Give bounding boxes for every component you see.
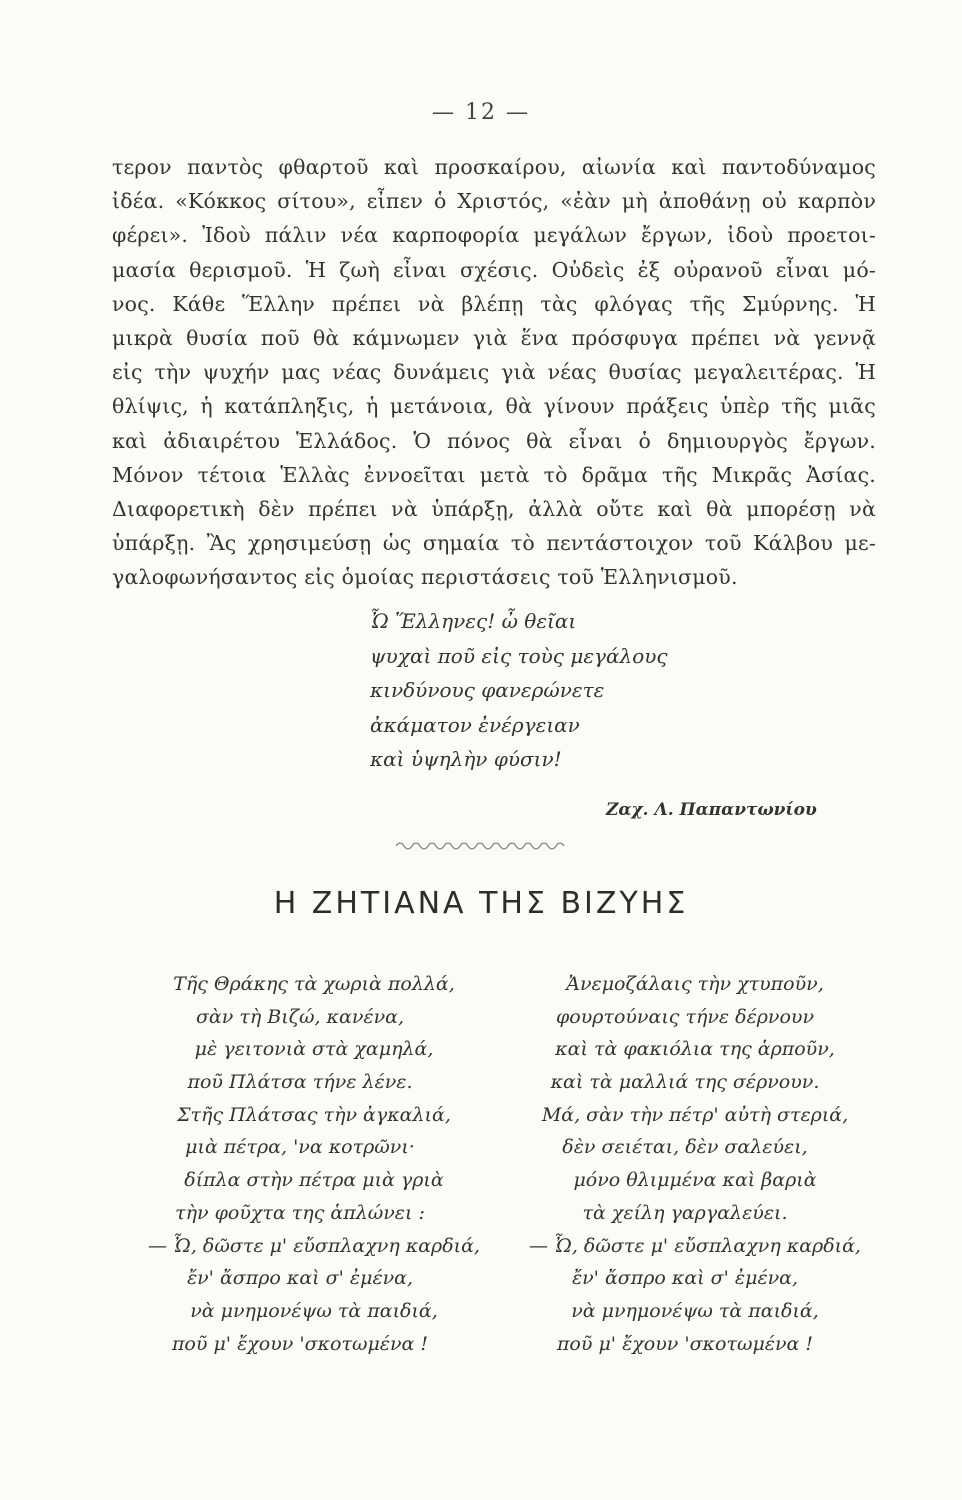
stanza-line: καὶ τὰ μαλλιά της σέρνουν. xyxy=(550,1071,820,1094)
stanza-line: δὲν σειέται, δὲν σαλεύει, xyxy=(562,1136,808,1159)
stanza-line: — Ὦ, δῶστε μ' εὔσπλαχνη καρδιά, xyxy=(529,1234,861,1257)
prose-line: γαλοφωνήσαντος εἰς ὁμοίας περιστάσεις τοῦ Ἑλληνισμοῦ. xyxy=(112,565,738,590)
quoted-verse xyxy=(370,604,770,777)
stanza-line: Στῆς Πλάτσας τὴν ἀγκαλιά, xyxy=(177,1103,451,1126)
stanza-line: Ἀνεμοζάλαις τὴν χτυποῦν, xyxy=(566,973,824,995)
stanza-line: καὶ τὰ φακιόλια της ἁρποῦν, xyxy=(555,1038,835,1061)
wavy-divider xyxy=(396,836,566,856)
stanza-line: νὰ μνημονέψω τὰ παιδιά, xyxy=(571,1299,819,1322)
stanza-line: ἔν' ἄσπρο καὶ σ' ἐμένα, xyxy=(186,1267,414,1290)
prose-line: μικρὰ θυσία ποῦ θὰ κάμνωμεν γιὰ ἕνα πρόσφυγα πρέπει νὰ γεννᾷ xyxy=(112,325,876,350)
prose-line: Διαφορετικὴ δὲν πρέπει νὰ ὑπάρξῃ, ἀλλὰ οὔτε καὶ θὰ μπορέσῃ νὰ xyxy=(112,496,876,521)
right-stanza xyxy=(500,968,870,1360)
left-stanza xyxy=(110,968,490,1360)
verse-line: ἀκάματον ἐνέργειαν xyxy=(370,712,580,737)
stanza-line: μιὰ πέτρα, 'να κοτρῶνι· xyxy=(185,1136,415,1159)
stanza-line: Μά, σὰν τὴν πέτρ' αὐτὴ στεριά, xyxy=(541,1103,849,1126)
stanza-line: ποῦ μ' ἔχουν 'σκοτωμένα ! xyxy=(556,1332,814,1355)
stanza-line: ποῦ Πλάτσα τήνε λένε. xyxy=(187,1071,413,1094)
prose-line: ὑπάρξῃ. Ἂς χρησιμεύσῃ ὡς σημαία τὸ πεντάστοιχον τοῦ Κάλβου με- xyxy=(112,531,876,556)
stanza-line: τὰ χείλη γαργαλεύει. xyxy=(582,1201,788,1224)
stanza-line: — Ὦ, δῶστε μ' εὔσπλαχνη καρδιά, xyxy=(148,1234,480,1257)
prose-line: νος. Κάθε Ἕλλην πρέπει νὰ βλέπῃ τὰς φλόγας τῆς Σμύρνης. Ἡ xyxy=(112,291,876,316)
prose-line: θλίψις, ἡ κατάπληξις, ἡ μετάνοια, θὰ γίνουν πράξεις ὑπὲρ τῆς μιᾶς xyxy=(112,394,876,419)
prose-line: φέρει». Ἰδοὺ πάλιν νέα καρποφορία μεγάλων ἔργων, ἰδοὺ προετοι- xyxy=(112,223,876,248)
prose-line: Μόνον τέτοια Ἑλλὰς ἐννοεῖται μετὰ τὸ δρᾶμα τῆς Μικρᾶς Ἀσίας. xyxy=(112,462,876,487)
verse-line: κινδύνους φανερώνετε xyxy=(370,678,605,702)
stanza-line: μὲ γειτονιὰ στὰ χαμηλά, xyxy=(194,1038,434,1061)
stanza-line: φουρτούναις τήνε δέρνουν xyxy=(555,1005,815,1028)
stanza-line: Τῆς Θράκης τὰ χωριὰ πολλά, xyxy=(173,973,455,995)
author-signature: Ζαχ. Λ. Παπαντωνίου xyxy=(606,800,817,820)
prose-line: τερον παντὸς φθαρτοῦ καὶ προσκαίρου, αἰωνία καὶ παντοδύναμος xyxy=(112,155,876,179)
prose-line: καὶ ἀδιαιρέτου Ἑλλάδος. Ὁ πόνος θὰ εἶναι ὁ δημιουργὸς ἔργων. xyxy=(112,428,876,453)
stanza-line: τὴν φοῦχτα της ἁπλώνει : xyxy=(175,1201,425,1224)
prose-line: ἰδέα. «Κόκκος σίτου», εἶπεν ὁ Χριστός, «ἐὰν μὴ ἀποθάνῃ οὐ καρπὸν xyxy=(112,189,876,214)
stanza-line: μόνο θλιμμένα καὶ βαριὰ xyxy=(573,1169,817,1192)
prose-paragraph xyxy=(112,150,876,594)
prose-line: μασία θερισμοῦ. Ἡ ζωὴ εἶναι σχέσις. Οὐδεὶς ἐξ οὐρανοῦ εἶναι μό- xyxy=(112,257,876,282)
stanza-line: ποῦ μ' ἔχουν 'σκοτωμένα ! xyxy=(171,1332,429,1355)
stanza-line: ἔν' ἄσπρο καὶ σ' ἐμένα, xyxy=(571,1267,799,1290)
page-number: — 12 — xyxy=(432,100,530,125)
verse-line: Ὦ Ἕλληνες! ὦ θεῖαι xyxy=(370,609,577,633)
prose-line: εἰς τὴν ψυχήν μας νέας δυνάμεις γιὰ νέας θυσίας μεγαλειτέρας. Ἡ xyxy=(112,360,876,385)
poem-title: Η ΖΗΤΙΑΝΑ ΤΗΣ ΒΙΖΥΗΣ xyxy=(273,886,689,921)
stanza-line: δίπλα στὴν πέτρα μιὰ γριὰ xyxy=(184,1169,444,1192)
stanza-line: νὰ μνημονέψω τὰ παιδιά, xyxy=(190,1299,438,1322)
verse-line: ψυχαὶ ποῦ εἰς τοὺς μεγάλους xyxy=(370,643,668,668)
stanza-line: σὰν τὴ Βιζώ, κανένα, xyxy=(195,1005,405,1028)
verse-line: καὶ ὑψηλὴν φύσιν! xyxy=(370,747,562,771)
